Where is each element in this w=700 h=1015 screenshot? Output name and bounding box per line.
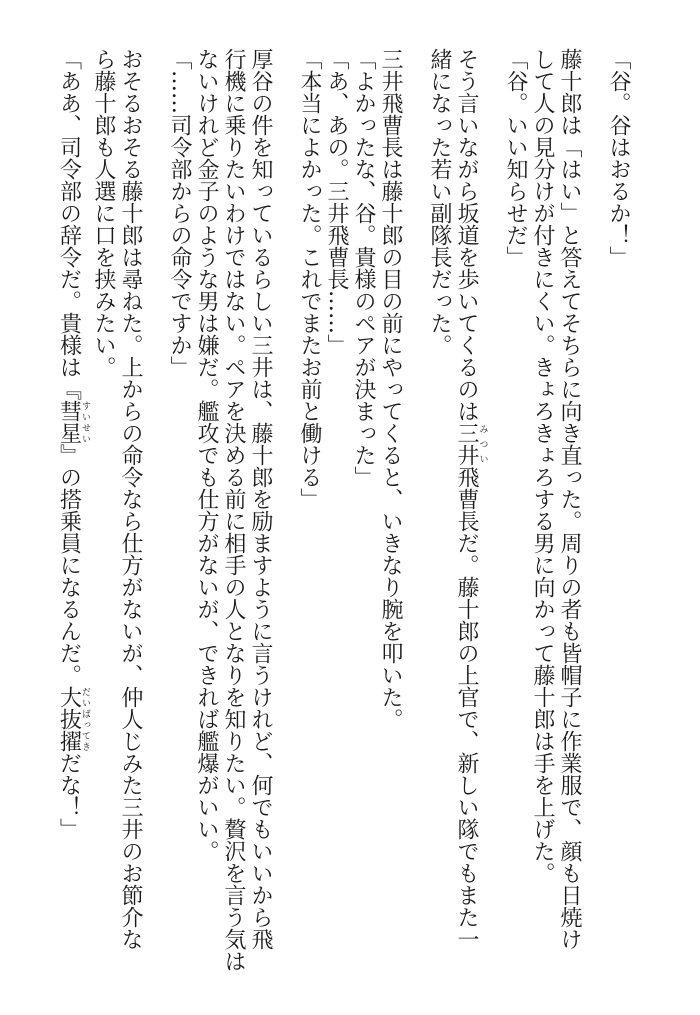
text-line: [56, 48, 91, 968]
ruby-word: [56, 400, 90, 444]
ruby-reading: だいばってき: [80, 686, 90, 752]
text-segment: 「ああ、司令部の辞令だ。貴様は『: [56, 48, 82, 400]
text-line: 行機に乗りたいわけではない。ペアを決める前に相手の人となりを知りたい。贅沢を言う気は: [221, 48, 246, 972]
text-line: 「よかったな、谷。貴様のペアが決まった」: [351, 48, 376, 488]
ruby-base: 三井: [454, 422, 479, 466]
text-line: 「あ、あの。三井飛曹長……」: [324, 48, 349, 356]
ruby-base: 大抜擢: [56, 686, 82, 752]
text-line: 藤十郎は「はい」と答えてそちらに向き直った。周りの者も皆帽子に作業服で、顔も日焼け: [557, 48, 582, 950]
text-line: おそるおそる藤十郎は尋ねた。上からの命令なら仕方がないが、仲人じみた三井のお節介な: [118, 48, 143, 950]
text-line: 厚谷の件を知っているらしい三井は、藤十郎を励ますように言うけれど、何でもいいから飛: [248, 48, 273, 950]
text-line: 三井飛曹長は藤十郎の目の前にやってくると、いきなり腕を叩いた。: [378, 48, 403, 730]
ruby-word: [454, 422, 488, 466]
ruby-reading: みつい: [477, 422, 488, 466]
text-line: 「谷。谷はおるか！」: [606, 48, 631, 268]
text-line: [453, 48, 502, 968]
text-segment: だな！」: [56, 752, 82, 840]
text-segment: 飛曹長だ。藤十郎の上官で、新しい隊でもまた一: [454, 466, 479, 950]
text-line: 「……司令部からの命令ですか」: [167, 48, 192, 378]
text-line: ら藤十郎も人選に口を挟みたい。: [91, 48, 116, 378]
ruby-reading: すいせい: [80, 400, 90, 444]
text-line: ないけれど金子のような男は嫌だ。艦攻でも仕方がないが、できれば艦爆がいい。: [194, 48, 219, 862]
text-segment: そう言いながら坂道を歩いてくるのは: [454, 48, 479, 422]
ruby-word: [56, 686, 90, 752]
text-line: 「本当によかった。これでまたお前と働ける」: [297, 48, 322, 510]
vertical-text-body: [56, 48, 633, 972]
text-segment: 』の搭乗員になるんだ。: [56, 444, 82, 686]
text-line: 緒になった若い副隊長だった。: [427, 48, 452, 356]
text-line: して人の見分けが付きにくい。きょろきょろする男に向かって藤十郎は手を上げた。: [530, 48, 555, 884]
text-line: 「谷。いい知らせだ」: [503, 48, 528, 268]
ruby-base: 彗星: [56, 400, 82, 444]
